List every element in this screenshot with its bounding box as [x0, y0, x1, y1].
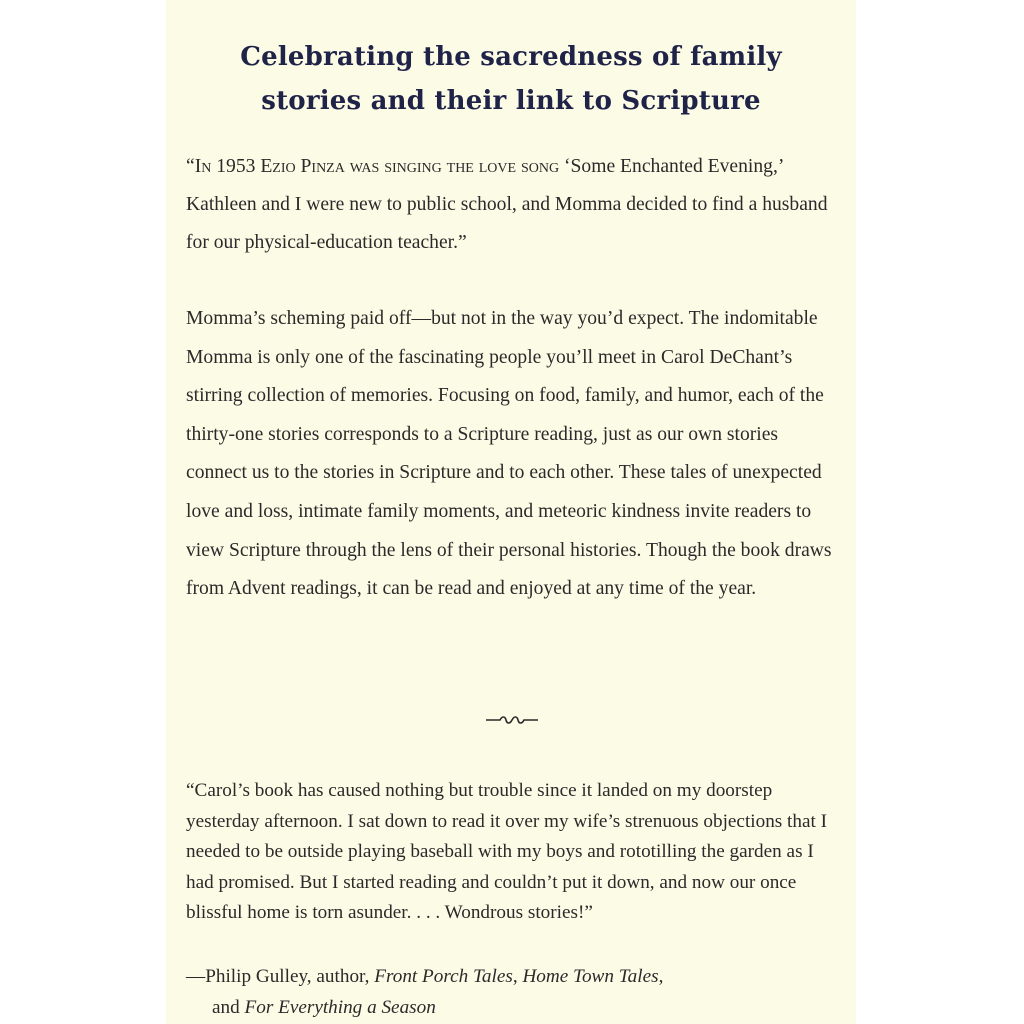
opening-quote-rest: ‘Some Enchanted Evening,’ Kathleen and I were new to public school, and Momma decided to find a husband for our physical-education teacher.”	[186, 156, 828, 253]
opening-quote-lead-in: “In 1953 Ezio Pinza was singing the love song	[186, 156, 560, 177]
headline-line-2: stories and their link to Scripture	[261, 86, 761, 117]
attribution-separator: ,	[512, 966, 523, 987]
attribution-line-2	[186, 993, 846, 1024]
headline-line-1: Celebrating the sacredness of family	[240, 42, 782, 73]
headline	[166, 35, 856, 123]
attribution-separator: ,	[658, 966, 664, 987]
book-title-home-town-tales: Home Town Tales	[522, 966, 659, 987]
book-title-for-everything-a-season: For Everything a Season	[244, 996, 436, 1018]
endorsement-attribution	[186, 962, 846, 1023]
back-cover-page	[166, 0, 856, 1024]
attribution-prefix: —Philip Gulley, author,	[186, 966, 375, 987]
opening-quote	[186, 148, 841, 262]
endorsement-quote: “Carol’s book has caused nothing but trouble since it landed on my doorstep yesterday afternoon. I sat down to read it over my wife’s strenuous objections that I needed to be outside playing baseball with my boys and rototilling the garden as I had promised. But I started reading and couldn’t put it down, and now our once blissful home is torn asunder. . . . Wondrous stories!”	[186, 780, 828, 923]
attribution-conjunction: and	[212, 996, 245, 1018]
wave-ornament-icon	[484, 712, 540, 728]
book-description: Momma’s scheming paid off—but not in the way you’d expect. The indomitable Momma is only one of the fascinating people you’ll meet in Carol DeChant’s stirring collection of memories. Focusing on food, family, and humor, each of the thirty-one stories corresponds to a Scripture reading, just as our own stories connect us to the stories in Scripture and to each other. These tales of unexpected love and loss, intimate family moments, and meteoric kindness invite readers to view Scripture through the lens of their personal histories. Though the book draws from Advent readings, it can be read and enjoyed at any time of the year.	[186, 308, 832, 600]
book-title-front-porch-tales: Front Porch Tales	[374, 966, 513, 987]
